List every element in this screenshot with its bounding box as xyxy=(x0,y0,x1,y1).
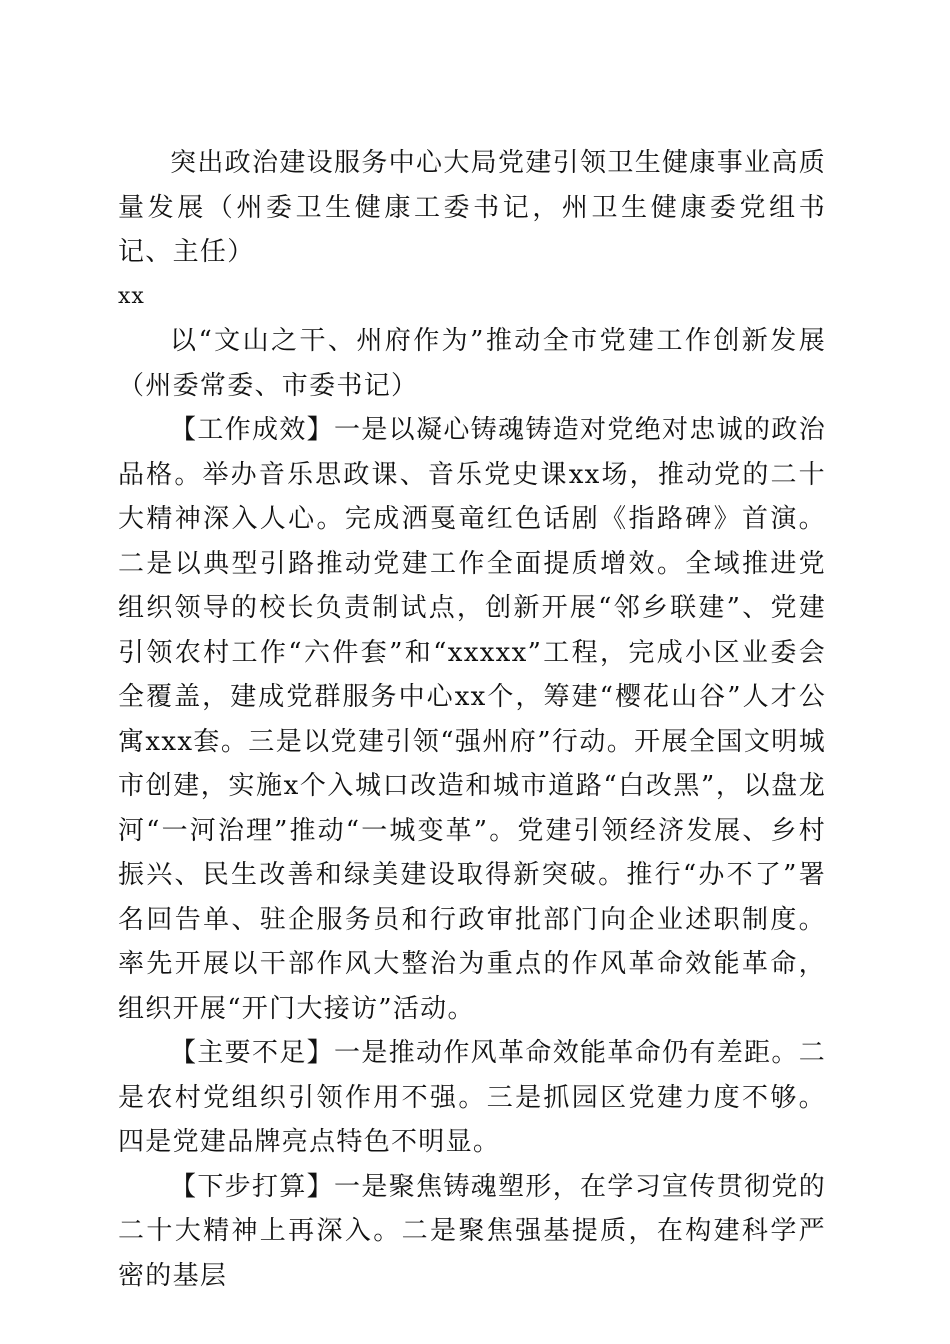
achievements-text: 一是以凝心铸魂铸造对党绝对忠诚的政治品格。举办音乐思政课、音乐党史课xx场，推动党的二十大精神深入人心。完成洒戛竜红色话剧《指路碑》首演。二是以典型引路推动党建工作全面提质增效。全域推进党组织领导的校长负责制试点，创新开展“邻乡联建”、党建引领农村工作“六件套”和“xxxxx”工程，完成小区业委会全覆盖，建成党群服务中心xx个，筹建“樱花山谷”人才公寓xxx套。三是以党建引领“强州府”行动。开展全国文明城市创建，实施x个入城口改造和城市道路“白改黑”，以盘龙河“一河治理”推动“一城变革”。党建引领经济发展、乡村振兴、民生改善和绿美建设取得新突破。推行“办不了”署名回告单、驻企服务员和行政审批部门向企业述职制度。率先开展以干部作风大整治为重点的作风革命效能革命，组织开展“开门大接访”活动。 xyxy=(118,415,826,1024)
section1-title: 突出政治建设服务中心大局党建引领卫生健康事业高质量发展（州委卫生健康工委书记，州卫生健康委党组书记、主任） xyxy=(118,148,826,267)
achievements-label: 【工作成效】 xyxy=(170,415,335,445)
next-steps-label: 【下步打算】 xyxy=(170,1171,335,1202)
section1-author: xx xyxy=(118,283,145,309)
next-steps-paragraph xyxy=(118,1165,826,1299)
section2-title: 以“文山之干、州府作为”推动全市党建工作创新发展（州委常委、市委书记） xyxy=(118,326,826,401)
shortcomings-label: 【主要不足】 xyxy=(170,1038,335,1068)
shortcomings-paragraph xyxy=(118,1031,826,1165)
shortcomings-text: 一是推动作风革命效能革命仍有差距。二是农村党组织引领作用不强。三是抓园区党建力度不够。四是党建品牌亮点特色不明显。 xyxy=(118,1038,826,1157)
document-body xyxy=(118,141,826,1298)
achievements-paragraph xyxy=(118,408,826,1031)
next-steps-text: 一是聚焦铸魂塑形，在学习宣传贯彻党的二十大精神上再深入。二是聚焦强基提质，在构建科学严密的基层 xyxy=(118,1171,826,1291)
